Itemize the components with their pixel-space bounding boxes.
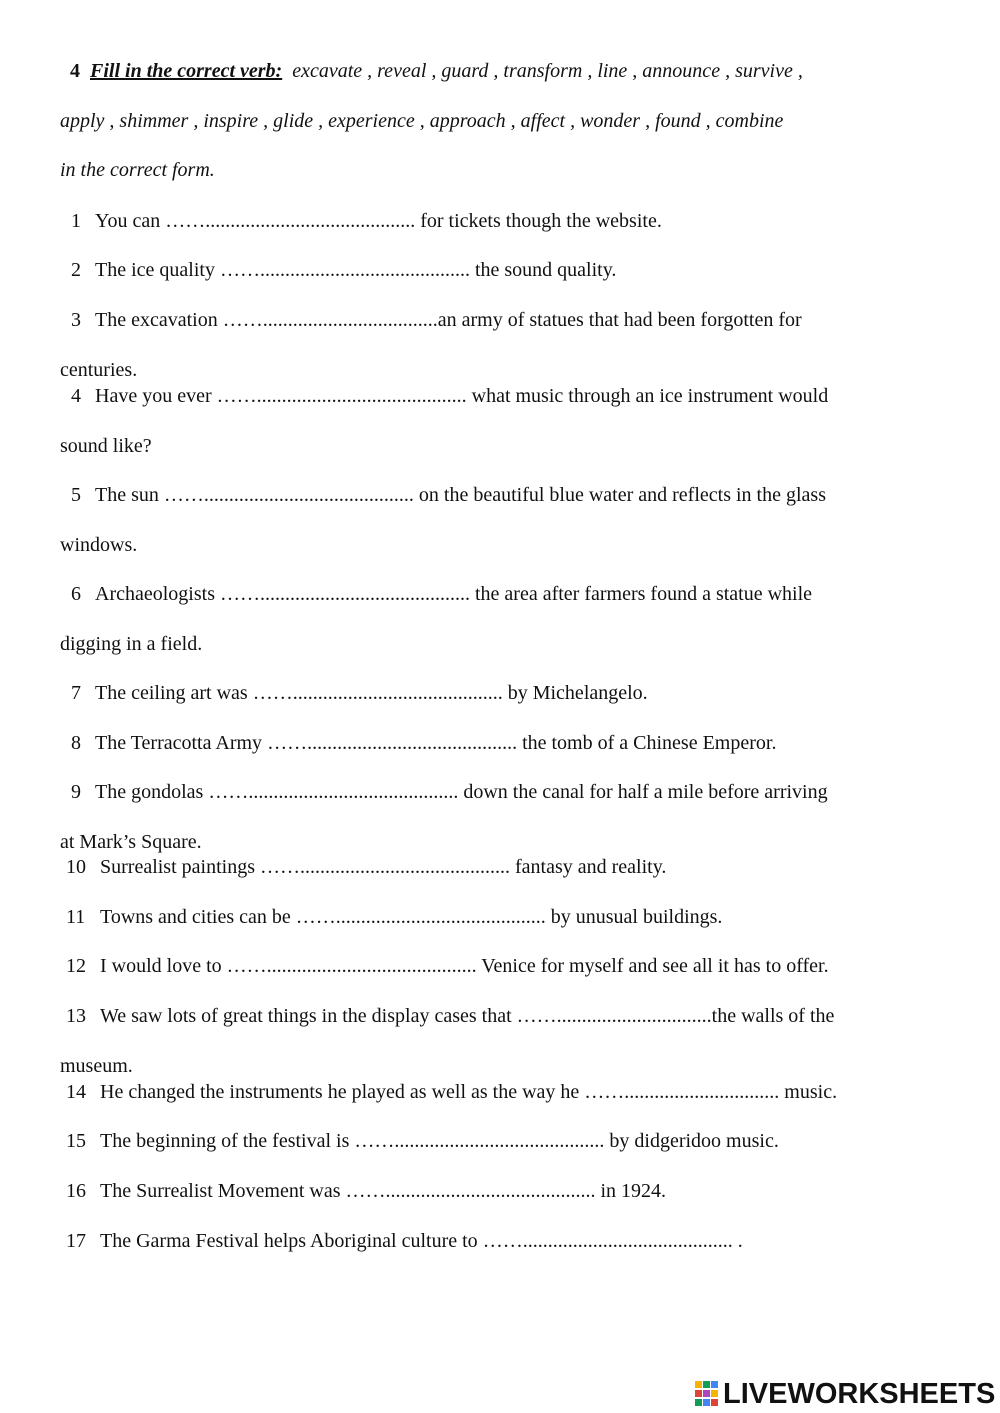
sentence-text-after: the sound quality. bbox=[469, 259, 617, 281]
answer-blank-6[interactable]: …….......................................... bbox=[219, 583, 470, 605]
sentence-number: 4 bbox=[71, 385, 81, 407]
answer-blank-12[interactable]: …….......................................... bbox=[226, 955, 477, 977]
sentence-number: 7 bbox=[71, 682, 81, 704]
sentence-text-before: The Surrealist Movement was bbox=[100, 1180, 346, 1202]
sentence-number: 15 bbox=[66, 1130, 86, 1152]
sentence-text-before: The gondolas bbox=[95, 781, 209, 803]
liveworksheets-logo-icon bbox=[695, 1381, 719, 1407]
sentence-text-before: The sun bbox=[95, 484, 164, 506]
sentence-number: 13 bbox=[66, 1005, 86, 1027]
sentence-text-before: The excavation bbox=[95, 309, 223, 331]
sentence-text-before: You can bbox=[95, 210, 166, 232]
answer-blank-11[interactable]: …….......................................... bbox=[295, 906, 546, 928]
sentence-text-after: by unusual buildings. bbox=[545, 906, 723, 928]
sentence-number: 5 bbox=[71, 484, 81, 506]
sentence-3 bbox=[60, 309, 945, 332]
sentence-7 bbox=[60, 682, 945, 705]
sentence-number: 3 bbox=[71, 309, 81, 331]
sentence-9-continuation: at Mark’s Square. bbox=[60, 831, 202, 853]
answer-blank-17[interactable]: …….......................................... bbox=[482, 1230, 733, 1252]
sentence-number: 17 bbox=[66, 1230, 86, 1252]
sentence-number: 12 bbox=[66, 955, 86, 977]
sentence-text-before: The Garma Festival helps Aboriginal culture to bbox=[100, 1230, 483, 1252]
sentence-text-after: by didgeridoo music. bbox=[604, 1130, 779, 1152]
sentence-14 bbox=[60, 1081, 945, 1104]
sentence-text-after: fantasy and reality. bbox=[509, 856, 667, 878]
sentence-number: 2 bbox=[71, 259, 81, 281]
sentence-text-after: . bbox=[732, 1230, 743, 1252]
sentence-15 bbox=[60, 1130, 945, 1153]
sentence-13 bbox=[60, 1005, 945, 1028]
sentence-text-before: The ceiling art was bbox=[95, 682, 253, 704]
verb-list-line-1: excavate , reveal , guard , transform , line , announce , survive , bbox=[292, 60, 803, 82]
sentence-text-after: the area after farmers found a statue while bbox=[469, 583, 813, 605]
answer-blank-14[interactable]: ……............................... bbox=[584, 1081, 780, 1103]
sentence-12 bbox=[60, 955, 945, 978]
sentence-11 bbox=[60, 906, 945, 929]
sentence-text-after: the tomb of a Chinese Emperor. bbox=[517, 732, 777, 754]
answer-blank-15[interactable]: …….......................................... bbox=[354, 1130, 605, 1152]
sentence-6-continuation: digging in a field. bbox=[60, 633, 203, 655]
sentence-text-before: Have you ever bbox=[95, 385, 217, 407]
exercise-number: 4 bbox=[70, 60, 80, 82]
sentence-number: 9 bbox=[71, 781, 81, 803]
answer-blank-10[interactable]: …….......................................... bbox=[259, 856, 510, 878]
sentence-text-after: on the beautiful blue water and reflects in the glass bbox=[413, 484, 826, 506]
sentence-number: 11 bbox=[66, 906, 86, 928]
answer-blank-5[interactable]: …….......................................... bbox=[163, 484, 414, 506]
instruction-tail: in the correct form. bbox=[60, 159, 215, 181]
sentence-number: 1 bbox=[71, 210, 81, 232]
footer-logo bbox=[695, 1377, 995, 1411]
sentence-number: 14 bbox=[66, 1081, 86, 1103]
exercise-heading-line bbox=[60, 60, 940, 83]
sentence-number: 8 bbox=[71, 732, 81, 754]
sentence-4 bbox=[60, 385, 945, 408]
sentence-13-continuation: museum. bbox=[60, 1055, 133, 1077]
sentence-6 bbox=[60, 583, 945, 606]
sentence-2 bbox=[60, 259, 945, 282]
answer-blank-2[interactable]: …….......................................... bbox=[219, 259, 470, 281]
sentence-text-after: music. bbox=[779, 1081, 838, 1103]
sentence-number: 10 bbox=[66, 856, 86, 878]
sentence-text-before: We saw lots of great things in the display cases that bbox=[100, 1005, 517, 1027]
verb-list-line-2: apply , shimmer , inspire , glide , experience , approach , affect , wonder , found , combine bbox=[60, 110, 784, 132]
exercise-heading: Fill in the correct verb: bbox=[90, 60, 283, 82]
sentence-text-after: down the canal for half a mile before arriving bbox=[458, 781, 828, 803]
sentence-5 bbox=[60, 484, 945, 507]
sentence-text-after: the walls of the bbox=[711, 1005, 835, 1027]
sentence-number: 6 bbox=[71, 583, 81, 605]
sentence-9 bbox=[60, 781, 945, 804]
sentence-1 bbox=[60, 210, 945, 233]
sentence-text-after: an army of statues that had been forgotten for bbox=[437, 309, 802, 331]
sentence-text-before: Archaeologists bbox=[95, 583, 220, 605]
sentence-3-continuation: centuries. bbox=[60, 359, 138, 381]
sentence-10 bbox=[60, 856, 945, 879]
sentence-number: 16 bbox=[66, 1180, 86, 1202]
sentence-5-continuation: windows. bbox=[60, 534, 138, 556]
answer-blank-3[interactable]: ……................................... bbox=[222, 309, 438, 331]
sentence-text-before: The beginning of the festival is bbox=[100, 1130, 355, 1152]
sentence-text-after: Venice for myself and see all it has to offer. bbox=[476, 955, 829, 977]
sentence-text-before: The ice quality bbox=[95, 259, 220, 281]
answer-blank-16[interactable]: …….......................................... bbox=[345, 1180, 596, 1202]
sentence-17 bbox=[60, 1230, 945, 1253]
sentence-text-before: Towns and cities can be bbox=[100, 906, 296, 928]
sentence-text-before: The Terracotta Army bbox=[95, 732, 268, 754]
sentence-text-after: by Michelangelo. bbox=[502, 682, 648, 704]
sentence-text-before: Surrealist paintings bbox=[100, 856, 260, 878]
brand-name: LIVEWORKSHEETS bbox=[723, 1377, 996, 1410]
sentence-4-continuation: sound like? bbox=[60, 435, 152, 457]
sentence-16 bbox=[60, 1180, 945, 1203]
answer-blank-4[interactable]: …….......................................... bbox=[216, 385, 467, 407]
answer-blank-1[interactable]: …….......................................... bbox=[165, 210, 416, 232]
answer-blank-8[interactable]: …….......................................... bbox=[267, 732, 518, 754]
sentence-text-before: He changed the instruments he played as well as the way he bbox=[100, 1081, 585, 1103]
answer-blank-13[interactable]: ……............................... bbox=[516, 1005, 712, 1027]
sentence-8 bbox=[60, 732, 945, 755]
sentence-text-after: for tickets though the website. bbox=[415, 210, 662, 232]
answer-blank-9[interactable]: …….......................................... bbox=[208, 781, 459, 803]
sentence-text-after: in 1924. bbox=[595, 1180, 667, 1202]
sentence-text-after: what music through an ice instrument would bbox=[466, 385, 829, 407]
answer-blank-7[interactable]: …….......................................... bbox=[252, 682, 503, 704]
sentence-text-before: I would love to bbox=[100, 955, 227, 977]
